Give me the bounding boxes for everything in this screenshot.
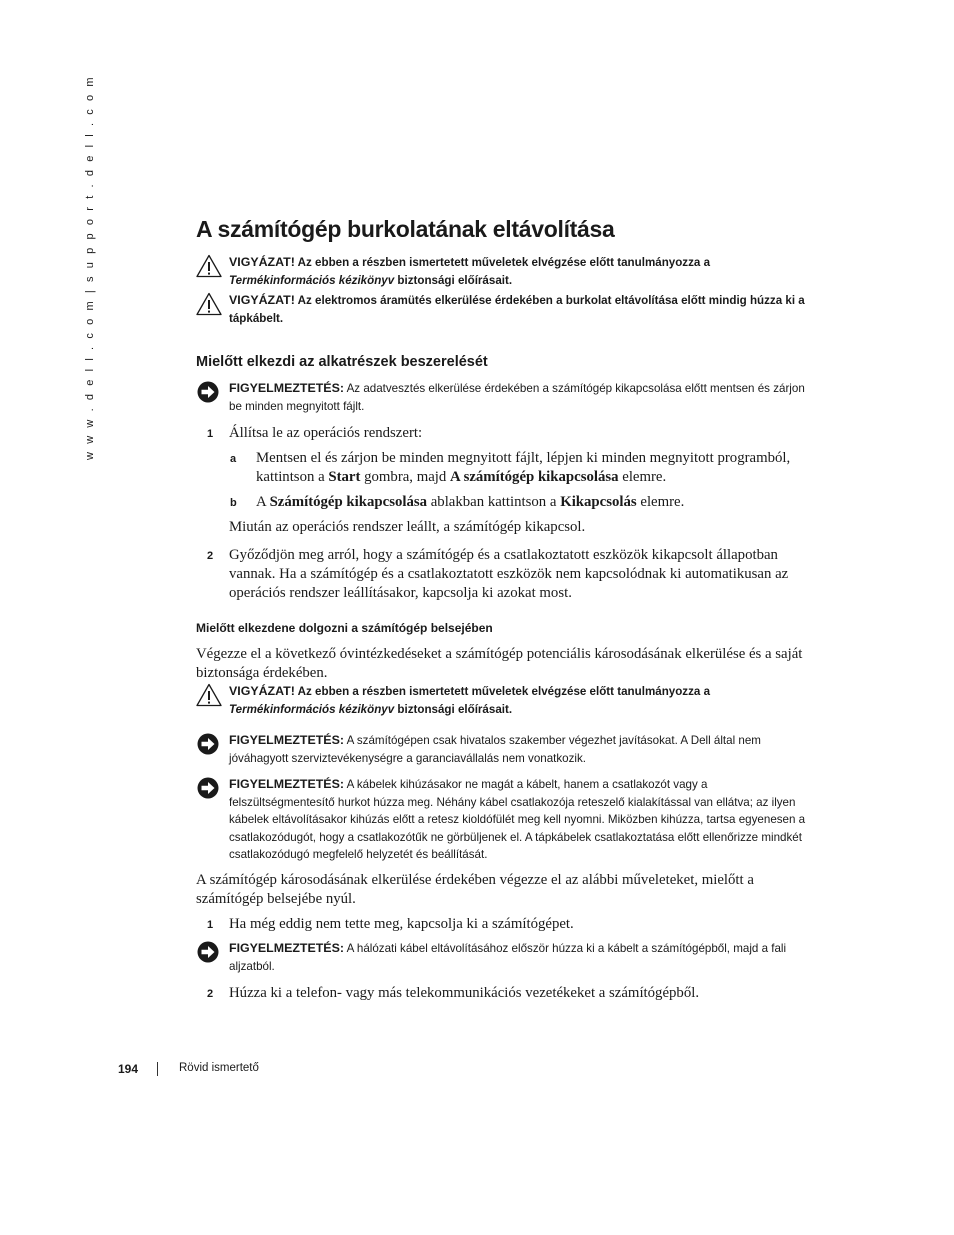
section-heading: Mielőtt elkezdi az alkatrészek beszerelését bbox=[196, 354, 488, 370]
footer-divider bbox=[157, 1062, 158, 1076]
caution-note: VIGYÁZAT! Az elektromos áramütés elkerülése érdekében a burkolat eltávolítása előtt mindig húzza ki a tápkábelt. bbox=[196, 292, 816, 327]
warning-icon bbox=[196, 292, 222, 316]
step-number: 2 bbox=[207, 988, 214, 1000]
notice-note: FIGYELMEZTETÉS: A számítógépen csak hivatalos szakember végezhet javításokat. A Dell által nem jóváhagyott szerviztevékenységre a garanciavállalás nem vonatkozik. bbox=[196, 732, 816, 767]
substep-text: A Számítógép kikapcsolása ablakban kattintson a Kikapcsolás elemre. bbox=[256, 494, 685, 510]
page-number: 194 bbox=[118, 1062, 139, 1076]
step-text: Állítsa le az operációs rendszert: bbox=[229, 425, 423, 441]
substep-letter: a bbox=[230, 453, 237, 465]
step-text: Ha még eddig nem tette meg, kapcsolja ki a számítógépet. bbox=[229, 916, 574, 932]
step-number: 1 bbox=[207, 919, 214, 931]
arrow-notice-icon bbox=[196, 380, 222, 404]
subsection-heading: Mielőtt elkezdene dolgozni a számítógép belsejében bbox=[196, 621, 493, 635]
step-number: 1 bbox=[207, 428, 214, 440]
arrow-notice-icon bbox=[196, 732, 222, 756]
substep-letter: b bbox=[230, 497, 237, 509]
step-text: Húzza ki a telefon- vagy más telekommunikációs vezetékeket a számítógépből. bbox=[229, 985, 700, 1001]
substep-text: Mentsen el és zárjon be minden megnyitott fájlt, lépjen ki minden megnyitott programból, kattintson a Start gombra, majd A számítógép kikapcsolása elemre. bbox=[256, 450, 791, 485]
body-text: Végezze el a következő óvintézkedéseket a számítógép potenciális károsodásának elkerülése és a saját biztonsága érdekében. bbox=[196, 646, 803, 681]
step-text: Győződjön meg arról, hogy a számítógép és a csatlakoztatott eszközök kikapcsolt állapotban vannak. Ha a számítógép és a csatlakoztatott eszközök nem kapcsolódnak ki automatikusan az operációs rendszer leállításakor, kapcsolja ki azokat most. bbox=[229, 547, 789, 601]
notice-note: FIGYELMEZTETÉS: A kábelek kihúzásakor ne magát a kábelt, hanem a csatlakozót vagy a felszültségmentesítő hurkot húzza meg. Néhány kábel csatlakozója reteszelő kialakítással van ellátva; az ilyen kábelek eltávolításakor kihúzás előtt a retesz kioldófülét meg kell nyomni. Miközben kihúzza, tartsa egyenesen a csatlakozódugót, hogy a csatlakozótűk ne görbüljenek el. A tápkábelek csatlakoztatása előtt ellenőrizze mindkét csatlakozódugó megfelelő helyzetét és beállítását. bbox=[196, 776, 816, 864]
caution-note: VIGYÁZAT! Az ebben a részben ismertetett műveletek elvégzése előtt tanulmányozza a Termékinformációs kézikönyv biztonsági előírásait. bbox=[196, 683, 816, 718]
footer-title: Rövid ismertető bbox=[179, 1062, 259, 1074]
body-text: Miután az operációs rendszer leállt, a számítógép kikapcsol. bbox=[229, 519, 586, 535]
arrow-notice-icon bbox=[196, 940, 222, 964]
notice-note: FIGYELMEZTETÉS: A hálózati kábel eltávolításához először húzza ki a kábelt a számítógépből, majd a fali aljzatból. bbox=[196, 940, 816, 975]
notice-note: FIGYELMEZTETÉS: Az adatvesztés elkerülése érdekében a számítógép kikapcsolása előtt mentsen és zárjon be minden megnyitott fájlt. bbox=[196, 380, 816, 415]
page-title: A számítógép burkolatának eltávolítása bbox=[196, 216, 615, 242]
warning-icon bbox=[196, 254, 222, 278]
sidebar-url: w w w . d e l l . c o m | s u p p o r t . d e l l . c o m bbox=[84, 74, 96, 460]
warning-icon bbox=[196, 683, 222, 707]
step-number: 2 bbox=[207, 550, 214, 562]
caution-note: VIGYÁZAT! Az ebben a részben ismertetett műveletek elvégzése előtt tanulmányozza a Termékinformációs kézikönyv biztonsági előírásait. bbox=[196, 254, 816, 289]
arrow-notice-icon bbox=[196, 776, 222, 800]
body-text: A számítógép károsodásának elkerülése érdekében végezze el az alábbi műveleteket, mielőtt a számítógép belsejébe nyúl. bbox=[196, 872, 754, 907]
